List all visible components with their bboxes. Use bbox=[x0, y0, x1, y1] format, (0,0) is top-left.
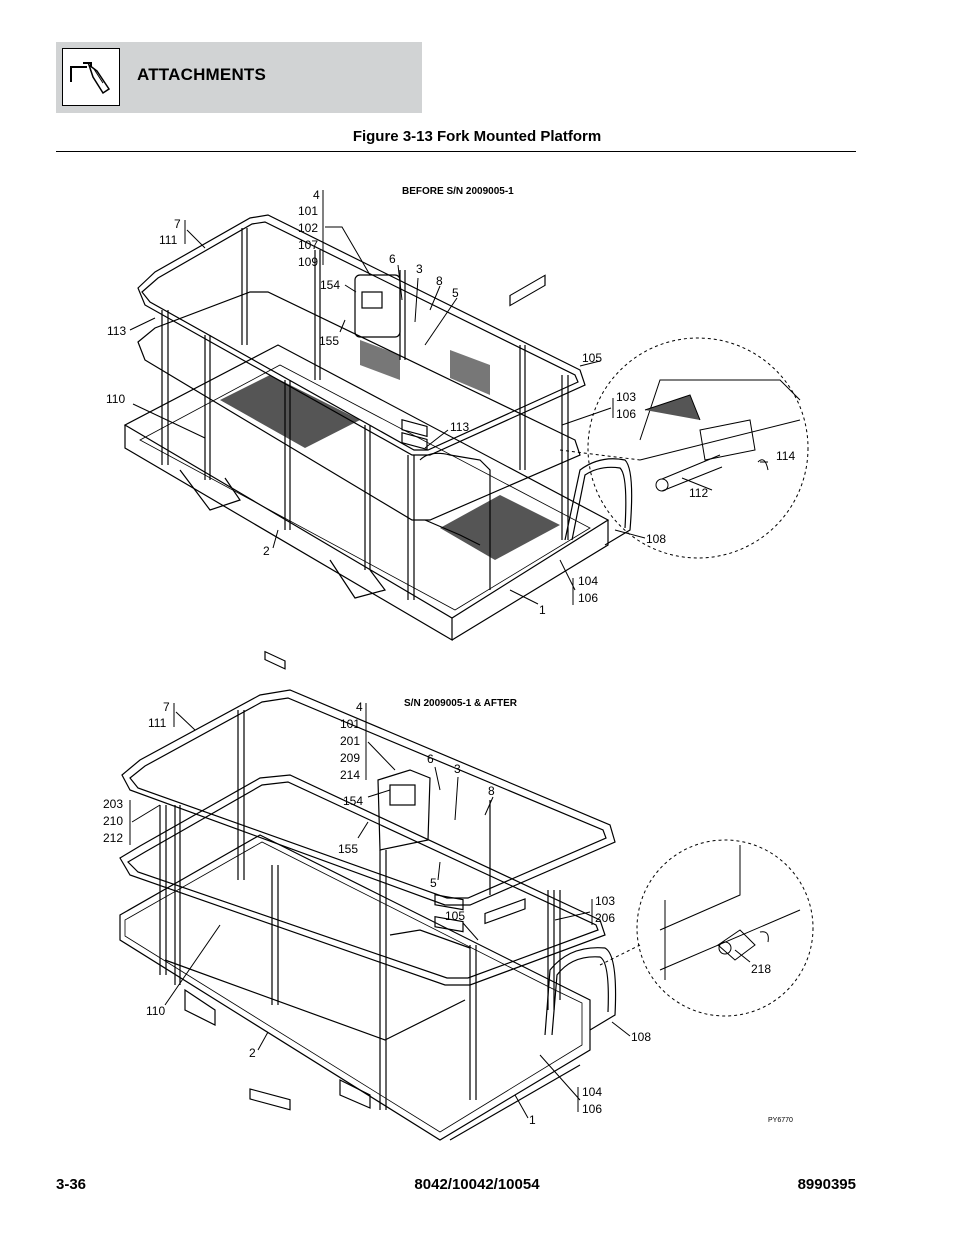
callout-104: 104 bbox=[578, 574, 599, 588]
callout-109: 109 bbox=[298, 255, 319, 269]
callout-103: 103 bbox=[616, 390, 637, 404]
callout-110: 110 bbox=[106, 392, 126, 406]
callout-218-b: 218 bbox=[751, 962, 772, 976]
callout-106-b: 106 bbox=[582, 1102, 603, 1116]
callout-8: 8 bbox=[436, 274, 443, 288]
callout-114: 114 bbox=[776, 449, 796, 463]
callout-2-b: 2 bbox=[249, 1046, 256, 1060]
callout-106-lower: 106 bbox=[578, 591, 599, 605]
page-number: 3-36 bbox=[56, 1176, 87, 1193]
callout-1: 1 bbox=[539, 603, 546, 617]
figure-caption: Figure 3-13 Fork Mounted Platform bbox=[352, 128, 602, 145]
callout-6: 6 bbox=[389, 252, 396, 266]
manual-part-number: 8990395 bbox=[797, 1176, 856, 1193]
callout-154-b: 154 bbox=[343, 794, 364, 808]
drawing-id: PY6770 bbox=[768, 1117, 793, 1124]
section-title: ATTACHMENTS bbox=[137, 65, 267, 84]
callout-8-b: 8 bbox=[488, 784, 495, 798]
callout-105-b: 105 bbox=[445, 909, 466, 923]
callout-212-b: 212 bbox=[103, 831, 124, 845]
top-serial-note: BEFORE S/N 2009005-1 bbox=[402, 186, 514, 197]
callout-3: 3 bbox=[416, 262, 423, 276]
callout-7: 7 bbox=[174, 217, 181, 231]
bottom-leader-lines bbox=[130, 703, 750, 1118]
callout-201-b: 201 bbox=[340, 734, 361, 748]
model-numbers: 8042/10042/10054 bbox=[414, 1176, 540, 1193]
callout-154: 154 bbox=[320, 278, 341, 292]
callout-101: 101 bbox=[298, 204, 319, 218]
callout-7-b: 7 bbox=[163, 700, 170, 714]
bottom-serial-note: S/N 2009005-1 & AFTER bbox=[404, 698, 518, 709]
top-platform-illustration bbox=[125, 215, 632, 669]
callout-3-b: 3 bbox=[454, 762, 461, 776]
callout-111: 111 bbox=[159, 233, 178, 247]
callout-6-b: 6 bbox=[427, 752, 434, 766]
callout-4-b: 4 bbox=[356, 700, 363, 714]
bottom-platform-illustration bbox=[120, 690, 616, 1140]
callout-110-b: 110 bbox=[146, 1004, 166, 1018]
callout-103-b: 103 bbox=[595, 894, 616, 908]
top-detail-circle bbox=[560, 338, 808, 558]
callout-210-b: 210 bbox=[103, 814, 124, 828]
callout-112: 112 bbox=[689, 486, 709, 500]
callout-113-gate: 113 bbox=[450, 420, 470, 434]
callout-203-b: 203 bbox=[103, 797, 124, 811]
callout-101-b: 101 bbox=[340, 717, 361, 731]
callout-102: 102 bbox=[298, 221, 319, 235]
callout-206-b: 206 bbox=[595, 911, 616, 925]
callout-108: 108 bbox=[646, 532, 667, 546]
callout-155-b: 155 bbox=[338, 842, 359, 856]
callout-104-b: 104 bbox=[582, 1085, 603, 1099]
callout-105: 105 bbox=[582, 351, 603, 365]
callout-111-b: 111 bbox=[148, 716, 167, 730]
callout-5-b: 5 bbox=[430, 876, 437, 890]
callout-107: 107 bbox=[298, 238, 319, 252]
callout-108-b: 108 bbox=[631, 1030, 652, 1044]
callout-209-b: 209 bbox=[340, 751, 361, 765]
callout-2: 2 bbox=[263, 544, 270, 558]
bottom-detail-circle bbox=[600, 840, 813, 1016]
callout-1-b: 1 bbox=[529, 1113, 536, 1127]
callout-5: 5 bbox=[452, 286, 459, 300]
callout-113: 113 bbox=[107, 324, 127, 338]
callout-214-b: 214 bbox=[340, 768, 361, 782]
callout-155: 155 bbox=[319, 334, 340, 348]
callout-4: 4 bbox=[313, 188, 320, 202]
callout-106: 106 bbox=[616, 407, 637, 421]
